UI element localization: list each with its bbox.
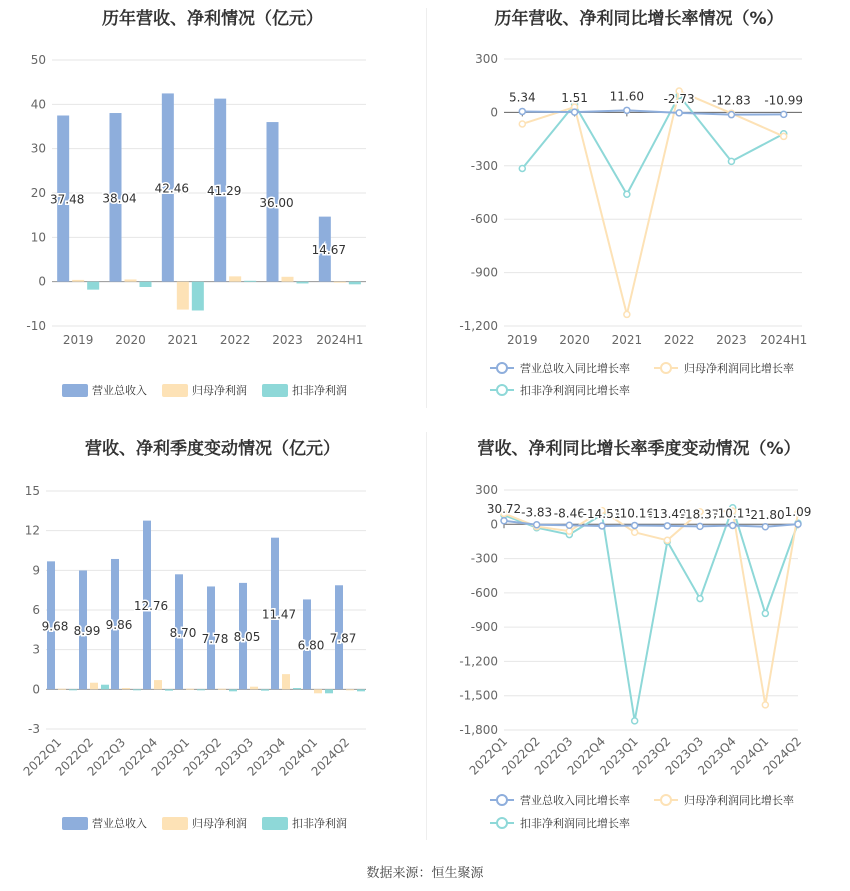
bar [325, 689, 333, 693]
x-tick-label: 2022 [663, 333, 695, 347]
x-tick-label: 2023 [716, 333, 747, 347]
data-label: -10.16 [615, 506, 655, 521]
legend-swatch [62, 817, 88, 830]
y-tick-label: 0 [32, 682, 40, 697]
bar [244, 281, 256, 282]
data-point [728, 112, 734, 118]
data-label: -2.73 [663, 91, 695, 106]
data-label: 9.68 [41, 619, 69, 634]
data-label: -3.83 [521, 505, 553, 520]
bar [357, 689, 365, 691]
x-tick-label: 2019 [507, 333, 538, 347]
chart-title: 历年营收、净利情况（亿元） [102, 9, 323, 29]
data-point [519, 108, 525, 114]
quarterly-revenue-profit-chart [0, 425, 425, 845]
data-label: 9.86 [105, 618, 133, 633]
x-tick-label: 2024H1 [316, 333, 364, 347]
y-tick-label: 9 [32, 563, 40, 578]
legend-marker [497, 795, 507, 805]
legend-label: 营业总收入 [92, 384, 147, 397]
legend-swatch [262, 384, 288, 397]
bar [140, 282, 152, 287]
data-point [599, 523, 605, 529]
data-point [632, 522, 638, 528]
legend-label: 归母净利润 [192, 817, 247, 830]
bar [282, 674, 290, 689]
bar [186, 689, 194, 690]
data-label: 38.04 [102, 191, 137, 206]
bar [293, 688, 301, 689]
series-line [522, 91, 783, 314]
y-tick-label: -600 [470, 212, 498, 227]
x-tick-label: 2024Q1 [727, 734, 772, 778]
data-point [632, 529, 638, 535]
data-source-note: 数据来源：恒生聚源 [366, 866, 484, 881]
data-point [781, 111, 787, 117]
data-point [730, 522, 736, 528]
x-tick-label: 2022Q1 [466, 734, 511, 778]
legend-item [162, 816, 247, 830]
x-tick-label: 2022 [219, 333, 251, 347]
legend-marker [497, 363, 507, 373]
data-point [624, 191, 630, 197]
x-tick-label: 2021 [167, 333, 199, 347]
data-label: 12.76 [133, 598, 169, 613]
data-label: -18.37 [680, 507, 720, 522]
x-tick-label: 2024Q2 [760, 734, 805, 778]
y-tick-label: -3 [28, 722, 40, 736]
data-point [762, 524, 768, 530]
data-label: -10.11 [713, 506, 753, 521]
legend-swatch [262, 817, 288, 830]
y-tick-label: 3 [32, 642, 40, 657]
bar [349, 282, 361, 285]
x-tick-label: 2023 [272, 333, 303, 347]
y-tick-label: 300 [475, 483, 498, 497]
x-tick-label: 2023Q4 [695, 734, 739, 778]
quarterly-growth-chart-panel [428, 425, 850, 845]
data-label: -13.49 [647, 506, 687, 521]
annual-growth-chart-panel [428, 0, 850, 420]
annual-growth-rate-chart [428, 0, 850, 420]
legend-label: 扣非净利润 [292, 384, 347, 397]
y-tick-label: -1,500 [459, 688, 498, 703]
y-tick-label: -1,200 [459, 654, 498, 669]
legend-item [654, 793, 794, 807]
series-line [504, 511, 798, 705]
x-tick-label: 2020 [115, 333, 146, 347]
data-label: 8.05 [233, 630, 261, 645]
x-tick-label: 2023Q4 [244, 735, 289, 779]
x-tick-label: 2022Q4 [116, 735, 161, 779]
data-label: 41.29 [206, 184, 242, 199]
bar [90, 683, 98, 690]
bar [261, 689, 269, 690]
quarterly-bar-chart-panel [0, 425, 425, 845]
legend-item [62, 816, 147, 830]
data-label: -14.51 [582, 506, 622, 521]
data-point [762, 610, 768, 616]
data-point [572, 109, 578, 115]
data-label: -21.80 [745, 507, 785, 522]
data-label: 1.09 [784, 505, 812, 520]
data-label: 42.46 [154, 181, 190, 196]
bar [154, 680, 162, 689]
x-tick-label: 2021 [611, 333, 643, 347]
bar [72, 280, 84, 282]
bar [101, 685, 109, 690]
y-tick-label: 50 [30, 53, 46, 67]
data-point [795, 521, 801, 527]
data-label: 1.51 [561, 91, 588, 106]
legend-marker [497, 385, 507, 395]
y-tick-label: -900 [470, 620, 498, 635]
legend-swatch [62, 384, 88, 397]
bar [282, 277, 294, 282]
data-label: 7.87 [329, 631, 357, 646]
bar [229, 689, 237, 691]
legend-item [62, 383, 147, 397]
bar [218, 689, 226, 690]
data-point [624, 107, 630, 113]
bar [87, 282, 99, 290]
bar [346, 689, 354, 690]
chart-title: 营收、净利同比增长率季度变动情况（%） [477, 439, 801, 459]
data-point [781, 133, 787, 139]
y-tick-label: 0 [38, 274, 46, 289]
x-tick-label: 2022Q4 [564, 734, 609, 778]
x-tick-label: 2020 [559, 333, 590, 347]
bar [122, 688, 130, 689]
legend-marker [497, 818, 507, 828]
data-point [664, 537, 670, 543]
x-tick-label: 2022Q2 [52, 735, 97, 779]
data-label: 14.67 [311, 243, 347, 258]
data-point [676, 110, 682, 116]
x-tick-label: 2022Q3 [84, 735, 129, 779]
legend-marker [661, 363, 671, 373]
annual-revenue-profit-chart [0, 0, 425, 420]
data-point [519, 165, 525, 171]
x-tick-label: 2024Q2 [308, 735, 353, 779]
legend-label: 营业总收入 [92, 817, 147, 830]
panel-divider [426, 8, 427, 408]
data-label: 7.78 [201, 631, 229, 646]
data-point [697, 596, 703, 602]
legend-item [262, 383, 347, 397]
chart-title: 营收、净利季度变动情况（亿元） [85, 439, 340, 459]
legend-item [490, 793, 630, 807]
quarterly-growth-rate-chart [428, 425, 850, 845]
data-point [664, 523, 670, 529]
y-tick-label: 15 [24, 484, 40, 498]
data-point [566, 522, 572, 528]
data-label: 6.80 [297, 638, 325, 653]
bar [165, 689, 173, 690]
y-tick-label: -10 [26, 319, 46, 333]
bar [297, 282, 309, 284]
x-tick-label: 2023Q1 [597, 734, 641, 778]
y-tick-label: -1,800 [459, 723, 498, 737]
legend-label: 营业总收入同比增长率 [520, 794, 630, 807]
y-tick-label: 30 [30, 141, 46, 156]
bar [177, 282, 189, 310]
bar [197, 689, 205, 690]
legend-swatch [162, 817, 188, 830]
bar [125, 279, 137, 281]
panel-divider [426, 432, 427, 840]
data-label: 11.60 [609, 89, 645, 104]
legend-item [162, 383, 247, 397]
data-point [519, 121, 525, 127]
data-label: 36.00 [259, 195, 294, 210]
data-point [762, 702, 768, 708]
bar [250, 687, 258, 690]
y-tick-label: 12 [24, 523, 40, 538]
y-tick-label: 40 [30, 97, 46, 112]
y-tick-label: 10 [30, 230, 46, 245]
legend-label: 扣非净利润 [292, 817, 347, 830]
bar [69, 689, 77, 690]
data-label: -10.99 [764, 93, 804, 108]
y-tick-label: 0 [490, 517, 498, 532]
legend-label: 营业总收入同比增长率 [520, 362, 630, 375]
y-tick-label: -300 [470, 158, 498, 173]
data-label: 30.72 [486, 501, 522, 516]
data-label: 8.70 [169, 625, 197, 640]
bar [192, 282, 204, 311]
legend-item [262, 816, 347, 830]
legend-swatch [162, 384, 188, 397]
bar [58, 689, 66, 690]
data-point [534, 522, 540, 528]
x-tick-label: 2022Q1 [20, 735, 65, 779]
bar [334, 282, 346, 283]
data-label: 11.47 [261, 607, 297, 622]
data-point [501, 518, 507, 524]
x-tick-label: 2022Q3 [531, 734, 576, 778]
data-point [566, 528, 572, 534]
data-label: -8.46 [553, 506, 585, 521]
y-tick-label: -900 [470, 265, 498, 280]
legend-label: 归母净利润同比增长率 [684, 794, 794, 807]
legend-marker [661, 795, 671, 805]
legend-item [490, 816, 630, 830]
legend-item [654, 361, 794, 375]
legend-label: 归母净利润同比增长率 [684, 362, 794, 375]
legend-label: 扣非净利润同比增长率 [520, 384, 630, 397]
data-point [624, 311, 630, 317]
data-label: 5.34 [508, 90, 536, 105]
bar [314, 689, 322, 693]
legend-label: 扣非净利润同比增长率 [520, 817, 630, 830]
x-tick-label: 2023Q3 [212, 735, 257, 779]
x-tick-label: 2022Q2 [499, 734, 543, 778]
data-point [697, 523, 703, 529]
x-tick-label: 2023Q2 [629, 734, 674, 778]
x-tick-label: 2023Q1 [148, 735, 193, 779]
x-tick-label: 2024H1 [760, 333, 808, 347]
x-tick-label: 2019 [62, 333, 94, 347]
y-tick-label: -300 [470, 551, 498, 566]
data-label: -12.83 [712, 93, 751, 108]
bar [133, 689, 141, 690]
y-tick-label: -600 [470, 585, 498, 600]
y-tick-label: 6 [32, 603, 40, 617]
x-tick-label: 2024Q1 [276, 735, 321, 779]
y-tick-label: -1,200 [459, 319, 498, 333]
x-tick-label: 2023Q3 [662, 734, 707, 778]
legend-item [490, 361, 630, 375]
legend-item [490, 383, 630, 397]
y-tick-label: 20 [30, 186, 46, 200]
x-tick-label: 2023Q2 [180, 735, 225, 779]
legend-label: 归母净利润 [192, 384, 247, 397]
annual-bar-chart-panel [0, 0, 425, 420]
data-label: 8.99 [73, 623, 101, 638]
y-tick-label: 0 [490, 105, 498, 120]
data-point [632, 718, 638, 724]
data-label: 37.48 [49, 192, 85, 207]
bar [229, 276, 241, 281]
y-tick-label: 300 [475, 52, 498, 66]
chart-title: 历年营收、净利同比增长率情况（%） [494, 9, 784, 29]
data-point [728, 158, 734, 164]
